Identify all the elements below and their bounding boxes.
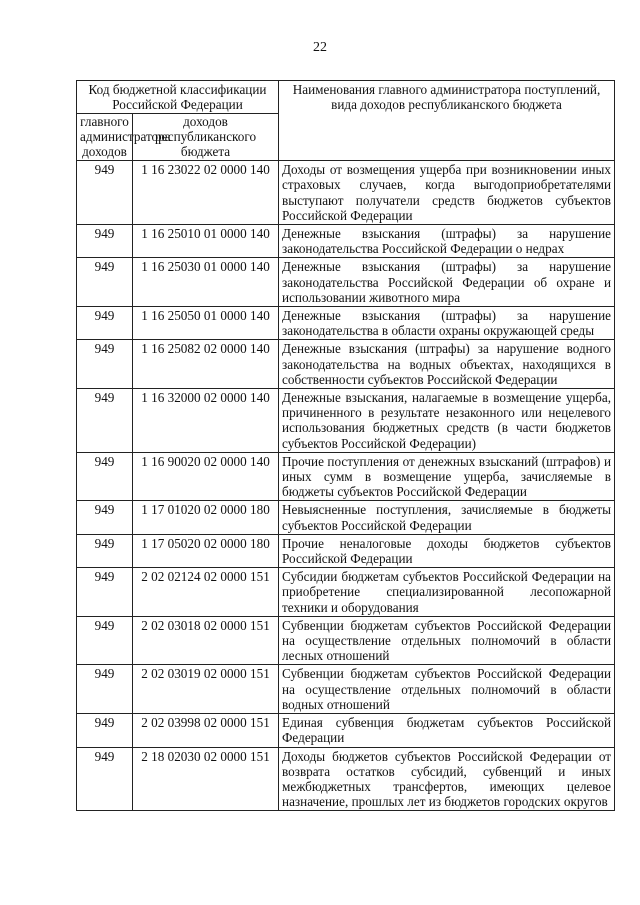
income-name-cell: Доходы от возмещения ущерба при возникновении иных страховых случаев, когда выгодоприобретателями выступают получатели средств бюджетов субъектов Российской Федерации [279,161,615,225]
admin-code-cell: 949 [77,258,133,307]
table-row [77,340,615,389]
income-code-cell: 2 18 02030 02 0000 151 [133,747,279,811]
income-name-cell: Денежные взыскания (штрафы) за нарушение водного законодательства на водных объектах, находящихся в собственности субъектов Российской Федерации [279,340,615,389]
income-name-cell: Единая субвенция бюджетам субъектов Российской Федерации [279,714,615,747]
income-name-cell: Субвенции бюджетам субъектов Российской Федерации на осуществление отдельных полномочий в области лесных отношений [279,616,615,665]
admin-code-cell: 949 [77,747,133,811]
admin-code-cell: 949 [77,452,133,501]
income-name-cell: Доходы бюджетов субъектов Российской Федерации от возврата остатков субсидий, субвенций и иных межбюджетных трансфертов, имеющих целевое назначение, прошлых лет из бюджетов городских округов [279,747,615,811]
income-name-cell: Денежные взыскания (штрафы) за нарушение законодательства Российской Федерации об охране и использовании животного мира [279,258,615,307]
table-header [77,81,615,161]
admin-code-cell: 949 [77,340,133,389]
income-code-cell: 1 16 25010 01 0000 140 [133,225,279,258]
income-code-cell: 2 02 03998 02 0000 151 [133,714,279,747]
header-name-column: Наименования главного администратора поступлений, вида доходов республиканского бюджета [279,81,615,161]
income-code-cell: 1 16 25030 01 0000 140 [133,258,279,307]
admin-code-cell: 949 [77,389,133,453]
table-row [77,452,615,501]
income-code-cell: 1 16 23022 02 0000 140 [133,161,279,225]
income-code-cell: 1 16 25050 01 0000 140 [133,307,279,340]
income-name-cell: Субсидии бюджетам субъектов Российской Федерации на приобретение специализированной лесопожарной техники и оборудования [279,568,615,617]
income-code-cell: 1 17 05020 02 0000 180 [133,534,279,567]
table-row [77,225,615,258]
admin-code-cell: 949 [77,161,133,225]
budget-classification-table [76,80,615,811]
income-name-cell: Невыясненные поступления, зачисляемые в бюджеты субъектов Российской Федерации [279,501,615,534]
page-number: 22 [313,40,327,55]
income-code-cell: 2 02 02124 02 0000 151 [133,568,279,617]
income-code-cell: 2 02 03018 02 0000 151 [133,616,279,665]
table-row [77,307,615,340]
income-name-cell: Прочие поступления от денежных взысканий (штрафов) и иных сумм в возмещение ущерба, зачисляемые в бюджеты субъектов Российской Федерации [279,452,615,501]
income-name-cell: Субвенции бюджетам субъектов Российской Федерации на осуществление отдельных полномочий в области водных отношений [279,665,615,714]
header-admin-column: главного администратора доходов [77,114,133,161]
admin-code-cell: 949 [77,616,133,665]
table-row [77,389,615,453]
admin-code-cell: 949 [77,225,133,258]
table-row [77,665,615,714]
table-body [77,161,615,811]
admin-code-cell: 949 [77,501,133,534]
income-name-cell: Денежные взыскания (штрафы) за нарушение законодательства Российской Федерации о недрах [279,225,615,258]
admin-code-cell: 949 [77,714,133,747]
income-name-cell: Денежные взыскания, налагаемые в возмещение ущерба, причиненного в результате незаконного или нецелевого использования бюджетных средств (в части бюджетов субъектов Российской Федерации) [279,389,615,453]
table-row [77,258,615,307]
header-classification-code: Код бюджетной классификации Российской Федерации [77,81,279,114]
table-row [77,534,615,567]
table-row [77,501,615,534]
admin-code-cell: 949 [77,534,133,567]
income-name-cell: Прочие неналоговые доходы бюджетов субъектов Российской Федерации [279,534,615,567]
table-row [77,747,615,811]
admin-code-cell: 949 [77,665,133,714]
table-row [77,714,615,747]
header-income-column: доходов республиканского бюджета [133,114,279,161]
income-code-cell: 1 16 25082 02 0000 140 [133,340,279,389]
admin-code-cell: 949 [77,307,133,340]
table-row [77,568,615,617]
income-code-cell: 1 16 32000 02 0000 140 [133,389,279,453]
income-name-cell: Денежные взыскания (штрафы) за нарушение законодательства в области охраны окружающей среды [279,307,615,340]
income-code-cell: 2 02 03019 02 0000 151 [133,665,279,714]
income-code-cell: 1 17 01020 02 0000 180 [133,501,279,534]
income-code-cell: 1 16 90020 02 0000 140 [133,452,279,501]
admin-code-cell: 949 [77,568,133,617]
table-row [77,616,615,665]
table-row [77,161,615,225]
